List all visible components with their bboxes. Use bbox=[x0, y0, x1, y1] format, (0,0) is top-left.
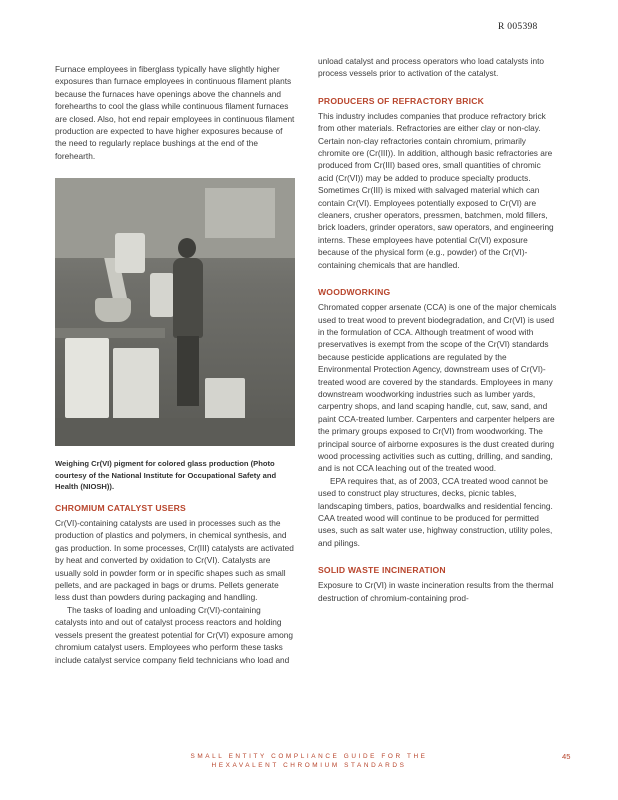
bin-2 bbox=[113, 348, 159, 424]
page-footer bbox=[0, 752, 618, 770]
footer-line-2: HEXAVALENT CHROMIUM STANDARDS bbox=[211, 762, 407, 769]
heading-solid-waste-incineration: SOLID WASTE INCINERATION bbox=[318, 565, 446, 576]
photo-caption: Weighing Cr(VI) pigment for colored glass production (Photo courtesy of the National Institute for Occupational Safety and Health (NIOSH)). bbox=[55, 459, 277, 492]
incineration-paragraph: Exposure to Cr(VI) in waste incineration results from the thermal destruction of chromium-containing prod- bbox=[318, 580, 554, 603]
right-column bbox=[318, 55, 558, 604]
catalyst-paragraph-1: Cr(VI)-containing catalysts are used in processes such as the production of plastics and polymers, in chemical synthesis, and gas production. In some processes, Cr(III) catalysts are activated by heat and converted by oxidation to Cr(VI). Catalysts are usually sold in powder form or in specific shapes such as small pellets, and are packaged in bags or drums. Pellets generate less dust than powders during packaging and handling. bbox=[55, 518, 294, 603]
footer-line-1: SMALL ENTITY COMPLIANCE GUIDE FOR THE bbox=[190, 753, 428, 760]
bin-1 bbox=[65, 338, 109, 418]
catalyst-continued-paragraph: unload catalyst and process operators who load catalysts into process vessels prior to activation of the catalyst. bbox=[318, 56, 544, 79]
document-stamp: R 005398 bbox=[498, 22, 538, 32]
worker-body bbox=[173, 258, 203, 338]
page-number: 45 bbox=[562, 752, 571, 761]
heading-refractory-brick: PRODUCERS OF REFRACTORY BRICK bbox=[318, 95, 485, 106]
woodworking-paragraph-2: EPA requires that, as of 2003, CCA treated wood cannot be used to construct play structures, decks, picnic tables, landscaping timbers, patios, boardwalks and residential fencing. CAA treated wood will continue to be produced for permitted uses, such as salt water use, highway construction, utility poles, and pilings. bbox=[318, 475, 553, 548]
bench bbox=[55, 328, 165, 338]
heading-chromium-catalyst-users: CHROMIUM CATALYST USERS bbox=[55, 503, 186, 514]
woodworking-paragraph-1: Chromated copper arsenate (CCA) is one of the major chemicals used to treat wood to prevent biodegradation, and Cr(VI) is used in the formulation of CCA. Although treatment of wood with preservatives is exempt from the scope of the Cr(VI) standards because pesticide applications are regulated by the Environmental Protection Agency, downstream uses of Cr(VI)-treated wood are covered by the standards. Employees in many downstream woodworking industries such as lumber yards, carpentry shops, and land scaping handle, cut, saw, sand, and paint CCA-treated lumber. Carpenters and carpenter helpers are the primary groups exposed to Cr(VI) from woodworking. The principal source of airborne exposures is the dust created during wood processing activities such as cutting, drilling, and sanding, and is not CCA leaching out of the treated wood. bbox=[318, 302, 557, 474]
floor bbox=[55, 418, 295, 446]
intro-paragraph: Furnace employees in fiberglass typically have slightly higher exposures than furnace employees in continuous filament plants because the furnaces have openings above the channels and forehearths to cool the glass while continuous filament furnaces are closed. Also, hot end repair employees in continuous filament production are expected to have higher exposures because of the need to regularly replace bushings at the end of the forehearth. bbox=[55, 64, 295, 161]
worker-legs bbox=[177, 336, 199, 406]
catalyst-paragraph-2: The tasks of loading and unloading Cr(VI)-containing catalysts into and out of catalyst process reactors and holding vessels present the greatest potential for Cr(VI) exposure among chromium catalyst users. Employees who perform these tasks include catalyst service company field technicians who load and bbox=[55, 604, 293, 665]
worker-photo bbox=[55, 178, 295, 446]
window bbox=[205, 188, 275, 238]
heading-woodworking: WOODWORKING bbox=[318, 287, 391, 298]
fume-hood bbox=[95, 298, 131, 322]
container-2 bbox=[115, 233, 145, 273]
left-column bbox=[55, 63, 295, 666]
refractory-paragraph: This industry includes companies that produce refractory brick from other materials. Refractories are either clay or non-clay. Certain non-clay refractories contain chromium, primarily chromite ore (Cr(III)). In addition, although basic refractories are produced from Cr(III) based ores, small quantities of chromic acid (Cr(VI)) may be added to produce specialty products. Sometimes Cr(III) is mixed with salvaged material which can contain Cr(VI). Employees potentially exposed to Cr(VI) are cleaners, crusher operators, pressmen, batchmen, mold fillers, brick loaders, grinder operators, saw operators, and engineering interns. These employees have potential Cr(VI) exposure because of the physical form (e.g., powder) of the Cr(VI)-containing chemicals that are handled. bbox=[318, 110, 554, 270]
container-1 bbox=[150, 273, 174, 317]
